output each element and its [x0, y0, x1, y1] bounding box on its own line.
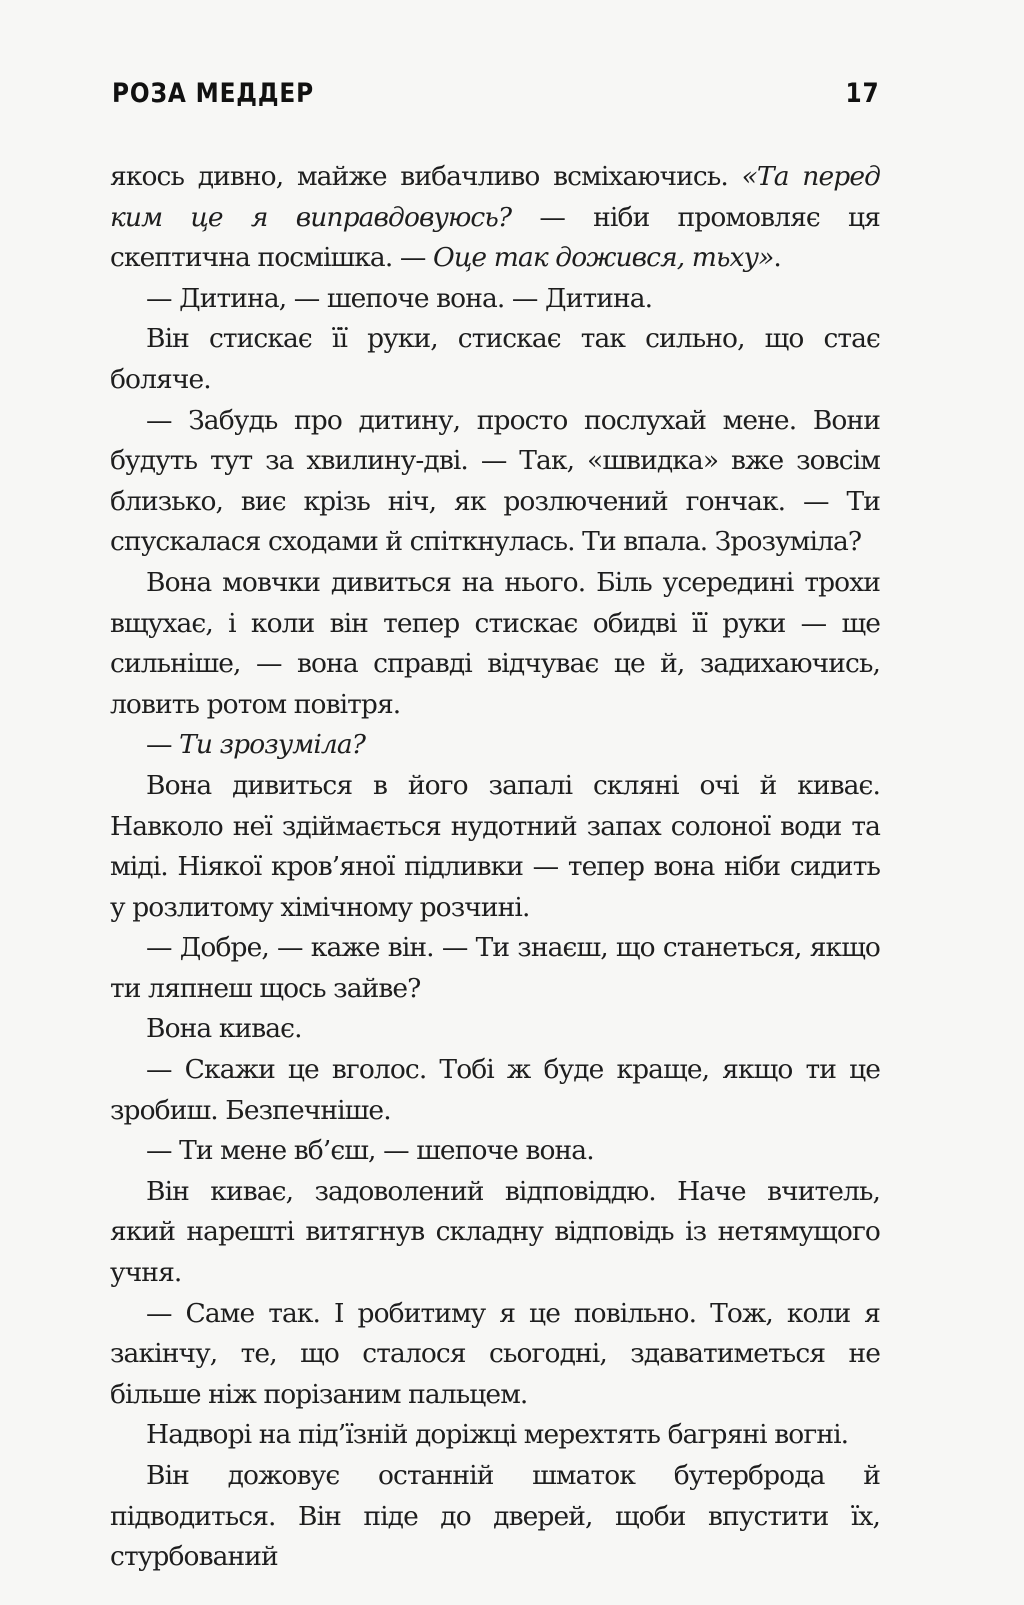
paragraph: [110, 157, 880, 279]
paragraph: [110, 766, 880, 928]
body-text: [110, 157, 880, 1578]
paragraph: [110, 1131, 880, 1172]
paragraph: [110, 1415, 880, 1456]
paragraph: [110, 563, 880, 725]
text-run: — ніби промовляє ця скептична посмішка. —: [110, 201, 881, 274]
text-run: Він киває, задоволений відповіддю. Наче вчитель, який нарешті витягнув складну відповідь із нетямущого учня.: [110, 1175, 880, 1289]
text-run: — Ти мене вб’єш, — шепоче вона.: [146, 1135, 594, 1167]
paragraph: [110, 1294, 880, 1416]
paragraph: [110, 319, 880, 400]
text-run: — Скажи це вголос. Тобі ж буде краще, якщо ти це зробиш. Безпечніше.: [110, 1054, 880, 1126]
text-run: Вона киває.: [146, 1013, 302, 1045]
paragraph: [110, 1009, 880, 1050]
paragraph: [110, 725, 880, 766]
running-header: [112, 78, 880, 122]
text-run: Надворі на під’їзній доріжці мерехтять багряні вогні.: [146, 1419, 849, 1451]
paragraph: [110, 1172, 880, 1294]
italic-text: «Та перед ким це я виправдовуюсь?: [110, 161, 880, 233]
text-run: якось дивно, майже вибачливо всміхаючись.: [110, 161, 742, 192]
text-run: — Саме так. І робитиму я це повільно. Тож, коли я закінчу, те, що сталося сьогодні, здаватиметься не більше ніж порізаним пальцем.: [110, 1297, 880, 1410]
text-run: —: [146, 729, 180, 761]
paragraph: [110, 928, 880, 1009]
paragraph: [110, 401, 880, 563]
page-number: 17: [845, 78, 880, 109]
italic-text: Оце так дожився, тьху»: [433, 242, 774, 274]
text-run: Вона мовчки дивиться на нього. Біль усередині трохи вщухає, і коли він тепер стискає обидві її руки — ще сильніше, — вона справді відчуває це й, задихаючись, ловить ротом повітря.: [110, 566, 880, 720]
text-run: — Дитина, — шепоче вона. — Дитина.: [146, 282, 653, 314]
text-run: Вона дивиться в його запалі скляні очі й киває. Навколо неї здіймається нудотний запах солоної води та міді. Ніякої кров’яної підливки — тепер вона ніби сидить у розлитому хімічному розчині.: [110, 769, 880, 923]
text-run: Він дожовує останній шматок бутерброда й підводиться. Він піде до дверей, щоби впустити їх, стурбований: [110, 1460, 880, 1573]
paragraph: [110, 1456, 880, 1578]
text-run: — Добре, — каже він. — Ти знаєш, що станеться, якщо ти ляпнеш щось зайве?: [110, 932, 880, 1004]
paragraph: [110, 1050, 880, 1131]
text-run: Він стискає її руки, стискає так сильно, що стає боляче.: [110, 323, 880, 395]
text-run: — Забудь про дитину, просто послухай мене. Вони будуть тут за хвилину-дві. — Так, «швидка» вже зовсім близько, виє крізь ніч, як розлючений гончак. — Ти спускалася сходами й спіткнулась. Ти впала. Зрозуміла?: [110, 404, 880, 558]
italic-text: Ти зрозуміла?: [179, 729, 366, 761]
paragraph: [110, 279, 880, 320]
text-run: .: [773, 242, 781, 274]
author-name: РОЗА МЕДДЕР: [112, 78, 314, 109]
